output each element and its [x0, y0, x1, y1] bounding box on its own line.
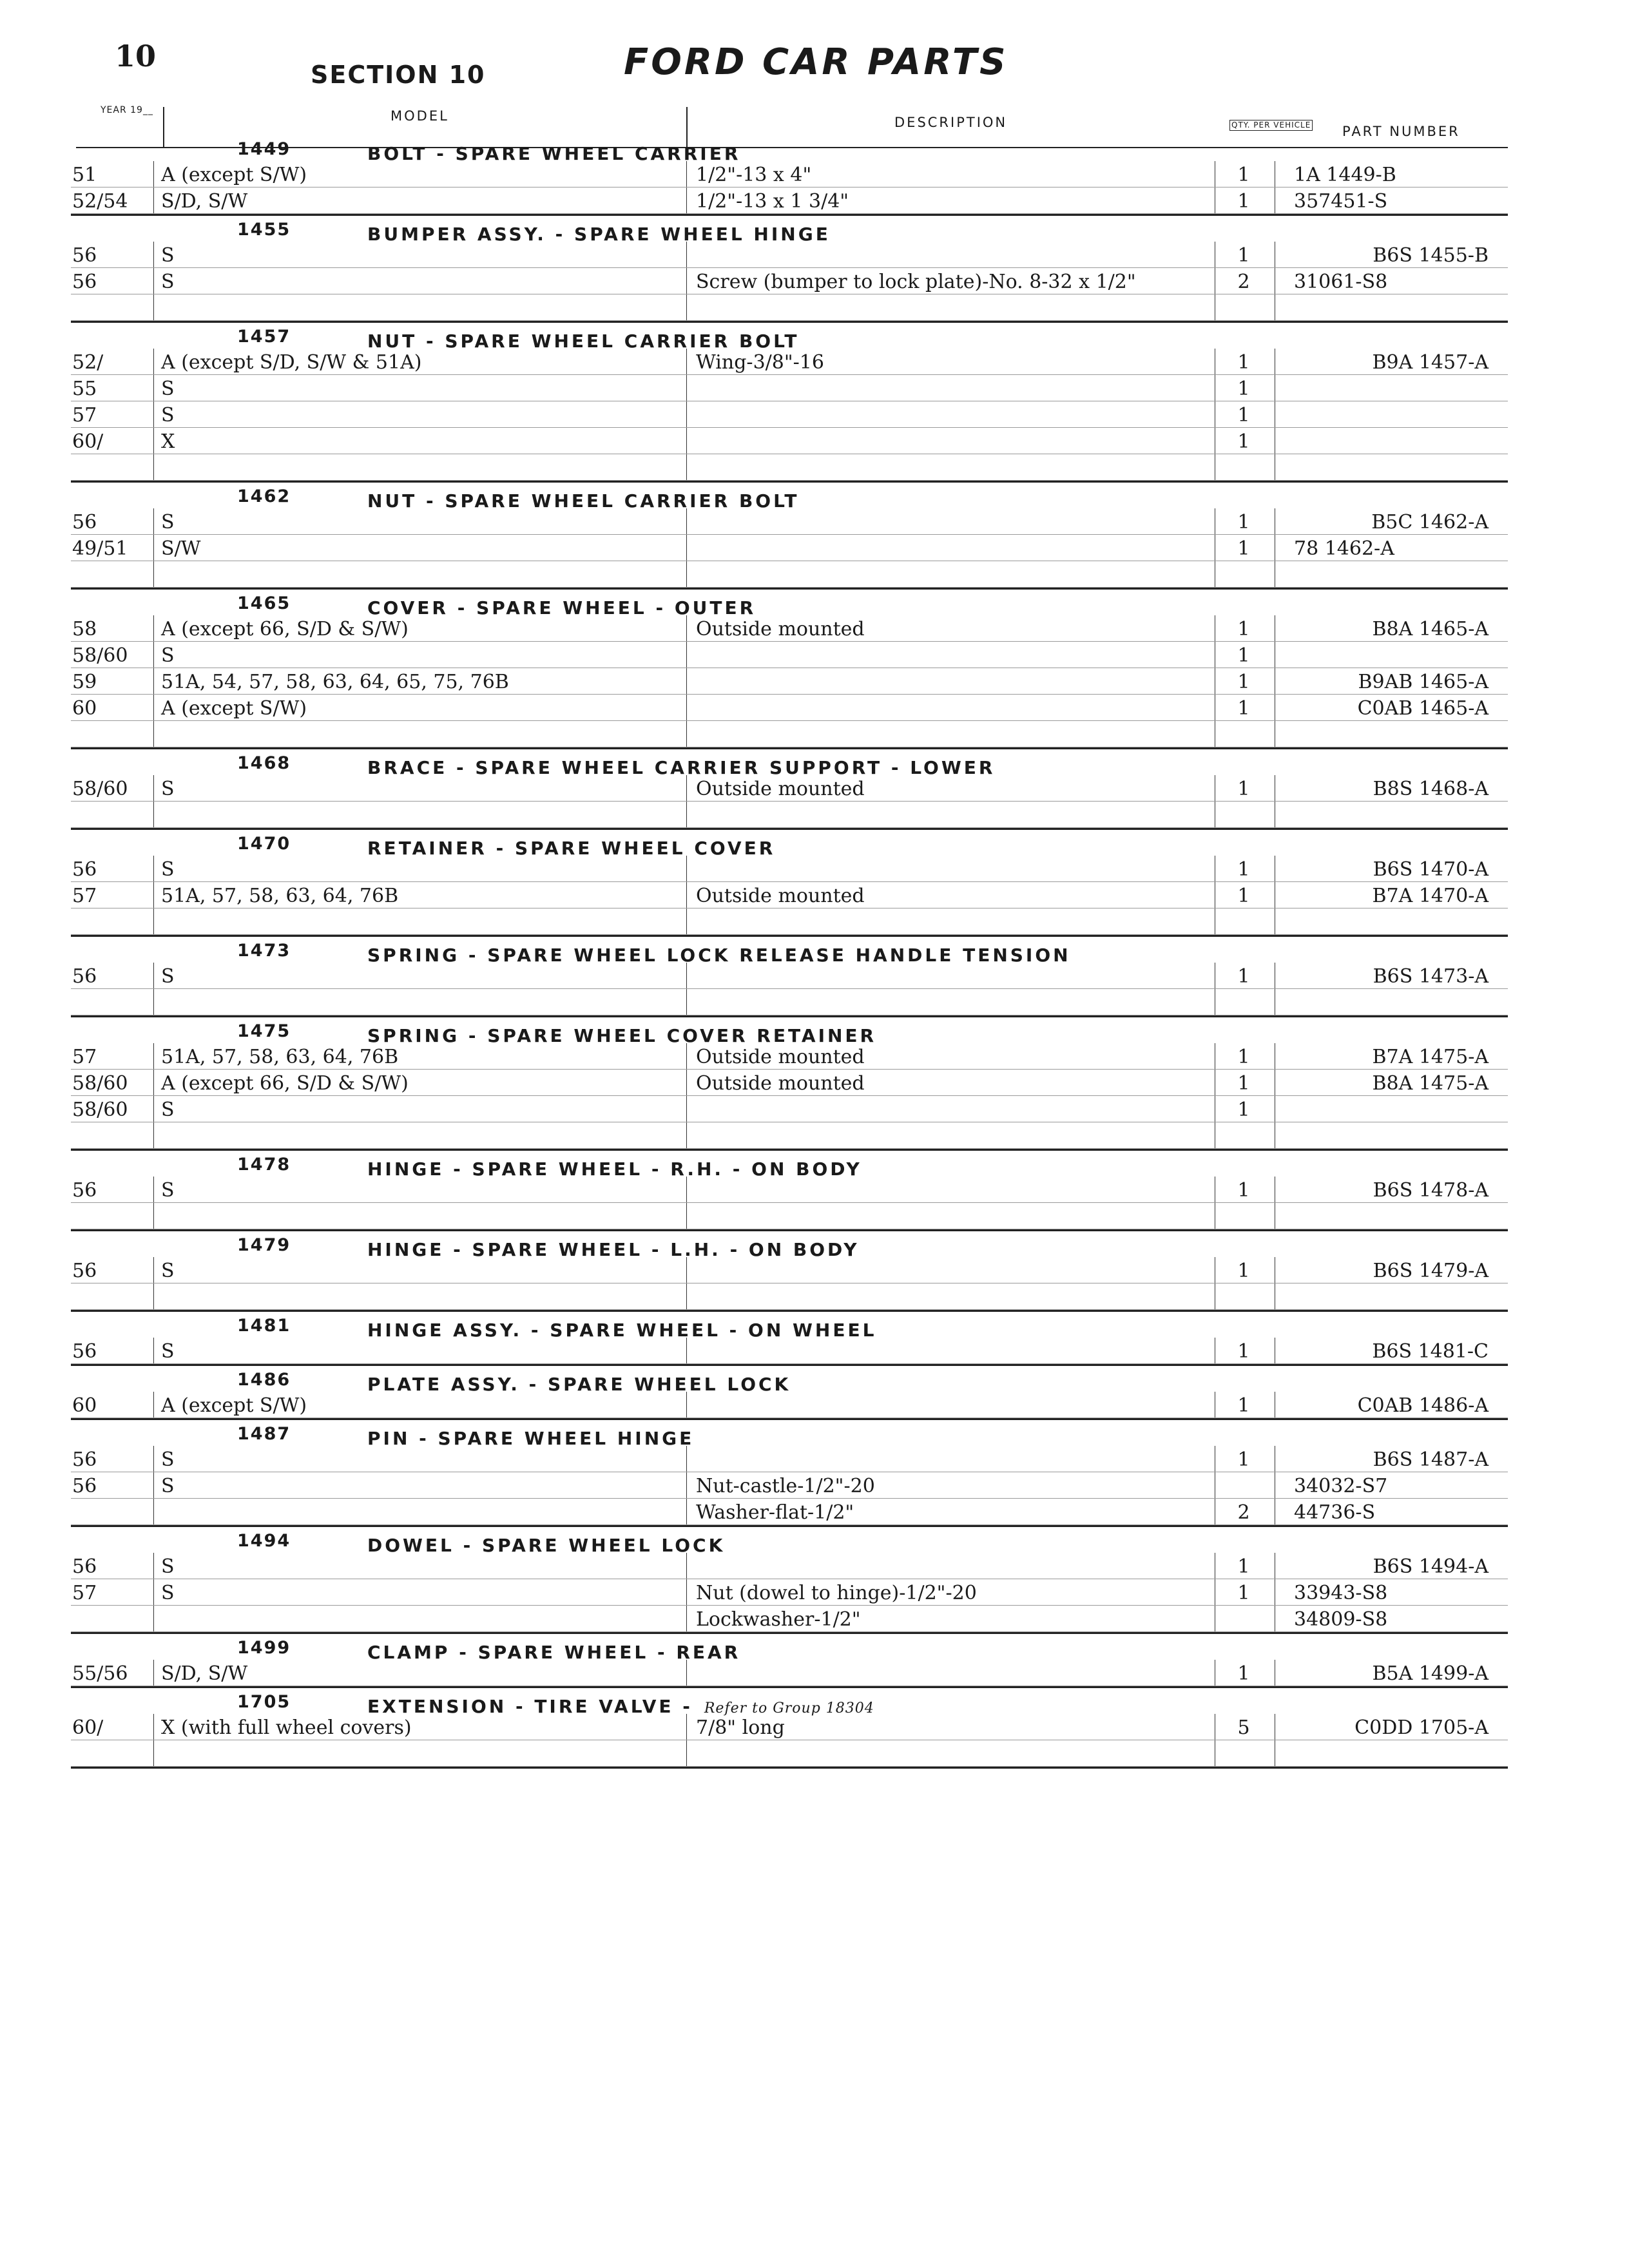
part-number-cell: B6S 1479-A — [1373, 1260, 1489, 1282]
header-part-number: PART NUMBER — [1342, 124, 1460, 139]
group-number: 1462 — [237, 486, 291, 506]
group-name-text: SPRING - SPARE WHEEL LOCK RELEASE HANDLE TENSION — [367, 945, 1071, 966]
part-row — [71, 615, 1508, 642]
part-number-cell: B6S 1455-B — [1373, 244, 1489, 267]
part-group-1499 — [71, 1634, 1508, 1688]
year-cell: 58/60 — [72, 644, 128, 667]
qty-cell: 1 — [1237, 1072, 1250, 1095]
description-cell: Washer-flat-1/2" — [696, 1501, 854, 1524]
description-cell: Screw (bumper to lock plate)-No. 8-32 x 1/2" — [696, 271, 1136, 293]
group-name-text: NUT - SPARE WHEEL CARRIER BOLT — [367, 490, 800, 512]
year-cell: 56 — [72, 1179, 97, 1202]
description-cell: Nut-castle-1/2"-20 — [696, 1475, 875, 1497]
part-row — [71, 695, 1508, 721]
part-row — [71, 1660, 1508, 1686]
group-number: 1486 — [237, 1370, 291, 1390]
part-row — [71, 268, 1508, 294]
part-group-1468 — [71, 749, 1508, 830]
page-number: 10 — [115, 39, 157, 73]
part-group-1478 — [71, 1151, 1508, 1231]
part-group-1457 — [71, 323, 1508, 483]
qty-cell: 1 — [1237, 537, 1250, 560]
part-number-cell: 33943-S8 — [1294, 1582, 1388, 1604]
year-cell: 56 — [72, 511, 97, 533]
year-cell: 52/ — [72, 351, 104, 374]
year-cell: 58/60 — [72, 1099, 128, 1121]
qty-cell: 1 — [1237, 1448, 1250, 1471]
description-cell: Wing-3/8"-16 — [696, 351, 824, 374]
group-title — [71, 135, 1508, 164]
part-row — [71, 1740, 1508, 1767]
part-row — [71, 508, 1508, 535]
year-cell: 58/60 — [72, 778, 128, 800]
description-cell: Outside mounted — [696, 778, 865, 800]
part-group-1494 — [71, 1527, 1508, 1634]
model-cell: S — [161, 644, 175, 667]
model-cell: S — [161, 244, 175, 267]
qty-cell: 1 — [1237, 1179, 1250, 1202]
part-row — [71, 161, 1508, 187]
part-row — [71, 1499, 1508, 1525]
part-row — [71, 428, 1508, 454]
qty-cell: 1 — [1237, 644, 1250, 667]
group-name-text: DOWEL - SPARE WHEEL LOCK — [367, 1535, 726, 1556]
part-number-cell: B6S 1470-A — [1373, 858, 1489, 881]
group-title — [71, 749, 1508, 778]
year-cell: 56 — [72, 1340, 97, 1363]
part-number-cell: B6S 1487-A — [1373, 1448, 1489, 1471]
model-cell: 51A, 57, 58, 63, 64, 76B — [161, 885, 399, 907]
group-title — [71, 483, 1508, 512]
qty-cell: 1 — [1237, 1046, 1250, 1068]
group-number: 1465 — [237, 593, 291, 613]
part-row — [71, 561, 1508, 588]
part-number-cell: 34032-S7 — [1294, 1475, 1388, 1497]
group-number: 1481 — [237, 1316, 291, 1336]
group-number: 1479 — [237, 1235, 291, 1255]
part-row — [71, 1043, 1508, 1070]
part-row — [71, 375, 1508, 401]
part-row — [71, 1446, 1508, 1472]
part-row — [71, 1606, 1508, 1632]
year-cell: 51 — [72, 164, 97, 186]
group-title — [71, 1017, 1508, 1046]
group-number: 1449 — [237, 139, 291, 159]
group-number: 1499 — [237, 1638, 291, 1658]
part-number-cell: B8A 1475-A — [1372, 1072, 1489, 1095]
qty-cell: 1 — [1237, 1099, 1250, 1121]
group-number: 1470 — [237, 834, 291, 854]
part-number-cell: C0DD 1705-A — [1354, 1716, 1489, 1739]
part-row — [71, 908, 1508, 935]
part-number-cell: B9A 1457-A — [1372, 351, 1489, 374]
group-number: 1487 — [237, 1424, 291, 1444]
part-number-cell: B9AB 1465-A — [1358, 671, 1489, 693]
group-name-text: BRACE - SPARE WHEEL CARRIER SUPPORT - LOWER — [367, 757, 996, 778]
group-number: 1494 — [237, 1531, 291, 1551]
part-number-cell: B6S 1478-A — [1373, 1179, 1489, 1202]
group-title — [71, 1634, 1508, 1663]
part-row — [71, 668, 1508, 695]
model-cell: S — [161, 965, 175, 988]
qty-cell: 1 — [1237, 378, 1250, 400]
group-name-text: BUMPER ASSY. - SPARE WHEEL HINGE — [367, 224, 831, 245]
qty-cell: 1 — [1237, 1555, 1250, 1578]
year-cell: 57 — [72, 404, 97, 427]
header-year: YEAR 19__ — [101, 105, 153, 115]
qty-cell: 1 — [1237, 618, 1250, 640]
description-cell: Outside mounted — [696, 885, 865, 907]
year-cell: 60/ — [72, 430, 104, 453]
header-model: MODEL — [390, 108, 449, 124]
section-title: SECTION 10 — [311, 61, 486, 89]
part-group-1470 — [71, 830, 1508, 937]
year-cell: 55 — [72, 378, 97, 400]
part-row — [71, 642, 1508, 668]
qty-cell: 1 — [1237, 1582, 1250, 1604]
group-number: 1705 — [237, 1692, 291, 1712]
model-cell: A (except S/W) — [161, 164, 307, 186]
qty-cell: 5 — [1237, 1716, 1250, 1739]
model-cell: S — [161, 271, 175, 293]
part-group-1465 — [71, 590, 1508, 749]
part-row — [71, 294, 1508, 321]
part-row — [71, 1714, 1508, 1740]
year-cell: 56 — [72, 1260, 97, 1282]
model-cell: S — [161, 778, 175, 800]
model-cell: A (except 66, S/D & S/W) — [161, 618, 409, 640]
part-row — [71, 963, 1508, 989]
year-cell: 55/56 — [72, 1662, 128, 1685]
part-row — [71, 401, 1508, 428]
description-cell: 1/2"-13 x 4" — [696, 164, 812, 186]
qty-cell: 1 — [1237, 404, 1250, 427]
group-name-text: RETAINER - SPARE WHEEL COVER — [367, 838, 776, 859]
group-title — [71, 1420, 1508, 1449]
part-group-1449 — [71, 135, 1508, 216]
model-cell: S — [161, 1582, 175, 1604]
group-name-text: COVER - SPARE WHEEL - OUTER — [367, 597, 757, 619]
model-cell: S — [161, 1340, 175, 1363]
group-number: 1475 — [237, 1021, 291, 1041]
model-cell: S — [161, 378, 175, 400]
part-number-cell: B6S 1481-C — [1372, 1340, 1489, 1363]
part-number-cell: B7A 1470-A — [1372, 885, 1489, 907]
group-number: 1473 — [237, 941, 291, 961]
model-cell: S — [161, 511, 175, 533]
part-row — [71, 1392, 1508, 1418]
part-group-1487 — [71, 1420, 1508, 1527]
model-cell: X (with full wheel covers) — [161, 1716, 412, 1739]
part-row — [71, 1257, 1508, 1283]
qty-cell: 1 — [1237, 778, 1250, 800]
part-row — [71, 454, 1508, 481]
qty-cell: 1 — [1237, 244, 1250, 267]
group-name-text: SPRING - SPARE WHEEL COVER RETAINER — [367, 1025, 877, 1046]
description-cell: 7/8" long — [696, 1716, 785, 1739]
group-name-text: PLATE ASSY. - SPARE WHEEL LOCK — [367, 1374, 791, 1395]
year-cell: 52/54 — [72, 190, 128, 213]
year-cell: 56 — [72, 244, 97, 267]
qty-cell: 1 — [1237, 511, 1250, 533]
qty-cell: 1 — [1237, 965, 1250, 988]
group-title — [71, 323, 1508, 352]
model-cell: 51A, 54, 57, 58, 63, 64, 65, 75, 76B — [161, 671, 509, 693]
group-name-text: HINGE - SPARE WHEEL - L.H. - ON BODY — [367, 1239, 860, 1260]
qty-cell: 2 — [1237, 1501, 1250, 1524]
year-cell: 59 — [72, 671, 97, 693]
description-cell: Outside mounted — [696, 618, 865, 640]
year-cell: 57 — [72, 1582, 97, 1604]
qty-cell: 1 — [1237, 1394, 1250, 1417]
qty-cell: 1 — [1237, 1260, 1250, 1282]
description-cell: Outside mounted — [696, 1072, 865, 1095]
part-group-1479 — [71, 1231, 1508, 1312]
part-group-1473 — [71, 937, 1508, 1017]
qty-cell: 1 — [1237, 1340, 1250, 1363]
qty-cell: 1 — [1237, 190, 1250, 213]
part-number-cell: 31061-S8 — [1294, 271, 1388, 293]
qty-cell: 1 — [1237, 858, 1250, 881]
group-note: Refer to Group 18304 — [704, 1700, 874, 1716]
part-row — [71, 1177, 1508, 1203]
part-row — [71, 349, 1508, 375]
part-row — [71, 242, 1508, 268]
part-group-1481 — [71, 1312, 1508, 1366]
model-cell: S — [161, 1099, 175, 1121]
part-number-cell: 78 1462-A — [1294, 537, 1394, 560]
group-title — [71, 1151, 1508, 1180]
group-name-text: PIN - SPARE WHEEL HINGE — [367, 1428, 695, 1449]
description-cell: Outside mounted — [696, 1046, 865, 1068]
part-group-1455 — [71, 216, 1508, 323]
part-number-cell: B6S 1473-A — [1373, 965, 1489, 988]
group-title — [71, 1366, 1508, 1395]
year-cell: 56 — [72, 858, 97, 881]
part-number-cell: B5C 1462-A — [1371, 511, 1489, 533]
group-title — [71, 1527, 1508, 1556]
part-row — [71, 1338, 1508, 1364]
description-cell: Lockwasher-1/2" — [696, 1608, 861, 1631]
year-cell: 58 — [72, 618, 97, 640]
part-row — [71, 535, 1508, 561]
part-group-1705 — [71, 1688, 1508, 1769]
model-cell: S — [161, 858, 175, 881]
model-cell: A (except S/W) — [161, 1394, 307, 1417]
group-title — [71, 1231, 1508, 1260]
year-cell: 60 — [72, 1394, 97, 1417]
part-row — [71, 1122, 1508, 1149]
part-number-cell: 1A 1449-B — [1294, 164, 1396, 186]
qty-cell: 1 — [1237, 671, 1250, 693]
part-row — [71, 187, 1508, 214]
part-number-cell: B8A 1465-A — [1372, 618, 1489, 640]
part-row — [71, 802, 1508, 828]
part-row — [71, 882, 1508, 908]
group-number: 1478 — [237, 1155, 291, 1175]
model-cell: S/W — [161, 537, 201, 560]
group-name-text: CLAMP - SPARE WHEEL - REAR — [367, 1642, 741, 1663]
group-number: 1468 — [237, 753, 291, 773]
year-cell: 60 — [72, 697, 97, 720]
year-cell: 56 — [72, 1555, 97, 1578]
model-cell: S — [161, 1260, 175, 1282]
part-number-cell: 44736-S — [1294, 1501, 1376, 1524]
year-cell: 57 — [72, 1046, 97, 1068]
part-group-1486 — [71, 1366, 1508, 1420]
group-name-text: HINGE ASSY. - SPARE WHEEL - ON WHEEL — [367, 1320, 877, 1341]
qty-cell: 1 — [1237, 1662, 1250, 1685]
description-cell: 1/2"-13 x 1 3/4" — [696, 190, 849, 213]
year-cell: 56 — [72, 1448, 97, 1471]
part-group-1462 — [71, 483, 1508, 590]
model-cell: S — [161, 404, 175, 427]
part-row — [71, 1579, 1508, 1606]
model-cell: S — [161, 1475, 175, 1497]
part-group-1475 — [71, 1017, 1508, 1151]
qty-cell: 1 — [1237, 351, 1250, 374]
part-row — [71, 1096, 1508, 1122]
model-cell: S/D, S/W — [161, 190, 248, 213]
year-cell: 58/60 — [72, 1072, 128, 1095]
part-row — [71, 1283, 1508, 1310]
year-cell: 56 — [72, 1475, 97, 1497]
model-cell: S — [161, 1448, 175, 1471]
part-number-cell: B8S 1468-A — [1373, 778, 1489, 800]
model-cell: S — [161, 1179, 175, 1202]
part-row — [71, 1203, 1508, 1229]
part-row — [71, 721, 1508, 747]
group-name-text: BOLT - SPARE WHEEL CARRIER — [367, 143, 741, 164]
header-qty: QTY. PER VEHICLE — [1229, 120, 1313, 131]
part-number-cell: C0AB 1465-A — [1357, 697, 1489, 720]
group-title — [71, 216, 1508, 245]
description-cell: Nut (dowel to hinge)-1/2"-20 — [696, 1582, 977, 1604]
group-title — [71, 1688, 1508, 1717]
model-cell: S/D, S/W — [161, 1662, 248, 1685]
model-cell: A (except 66, S/D & S/W) — [161, 1072, 409, 1095]
parts-list — [71, 135, 1508, 1769]
part-row — [71, 989, 1508, 1015]
group-title — [71, 1312, 1508, 1341]
part-row — [71, 775, 1508, 802]
part-row — [71, 856, 1508, 882]
year-cell: 56 — [72, 271, 97, 293]
qty-cell: 2 — [1237, 271, 1250, 293]
model-cell: X — [161, 430, 175, 453]
group-number: 1457 — [237, 327, 291, 347]
part-number-cell: 357451-S — [1294, 190, 1388, 213]
group-title — [71, 830, 1508, 859]
part-number-cell: B5A 1499-A — [1372, 1662, 1489, 1685]
group-name-text: NUT - SPARE WHEEL CARRIER BOLT — [367, 331, 800, 352]
qty-cell: 1 — [1237, 697, 1250, 720]
catalog-title: FORD CAR PARTS — [624, 41, 1008, 83]
year-cell: 49/51 — [72, 537, 128, 560]
header-description: DESCRIPTION — [894, 115, 1008, 130]
qty-cell: 1 — [1237, 164, 1250, 186]
group-title — [71, 937, 1508, 966]
qty-cell: 1 — [1237, 430, 1250, 453]
group-name-text: EXTENSION - TIRE VALVE - — [367, 1696, 693, 1717]
model-cell: 51A, 57, 58, 63, 64, 76B — [161, 1046, 399, 1068]
part-number-cell: B6S 1494-A — [1373, 1555, 1489, 1578]
year-cell: 57 — [72, 885, 97, 907]
qty-cell: 1 — [1237, 885, 1250, 907]
group-title — [71, 590, 1508, 619]
part-row — [71, 1553, 1508, 1579]
part-number-cell: B7A 1475-A — [1372, 1046, 1489, 1068]
part-number-cell: C0AB 1486-A — [1357, 1394, 1489, 1417]
year-cell: 60/ — [72, 1716, 104, 1739]
part-row — [71, 1070, 1508, 1096]
part-row — [71, 1472, 1508, 1499]
group-number: 1455 — [237, 220, 291, 240]
model-cell: S — [161, 1555, 175, 1578]
model-cell: A (except S/W) — [161, 697, 307, 720]
model-cell: A (except S/D, S/W & 51A) — [161, 351, 422, 374]
year-cell: 56 — [72, 965, 97, 988]
group-name-text: HINGE - SPARE WHEEL - R.H. - ON BODY — [367, 1158, 862, 1180]
part-number-cell: 34809-S8 — [1294, 1608, 1388, 1631]
